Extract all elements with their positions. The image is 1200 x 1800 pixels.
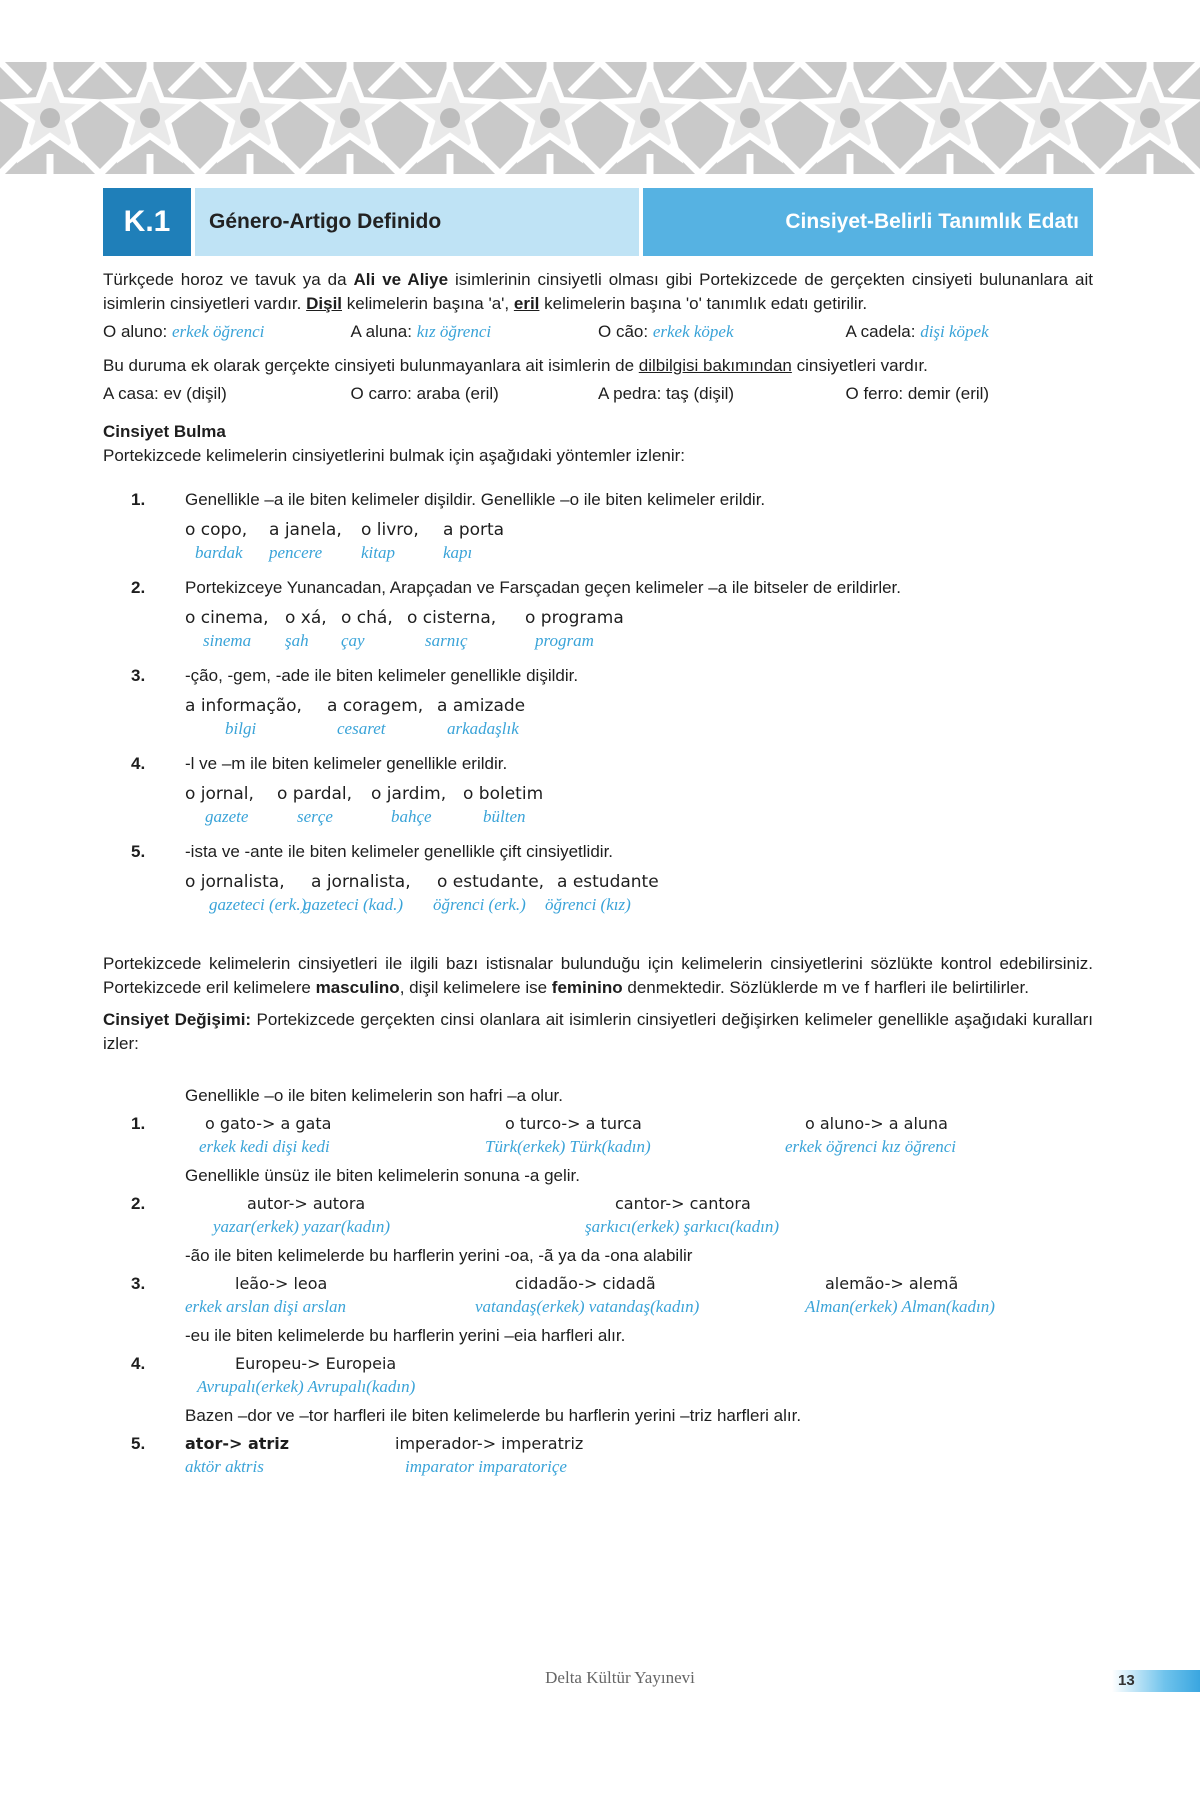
translation-list — [185, 542, 1093, 564]
rule-body — [185, 752, 1093, 828]
translation: şah — [285, 631, 309, 650]
pair-words: cantor-> cantora — [615, 1194, 751, 1213]
translation: çay — [341, 631, 365, 650]
pair-words: ator-> atriz — [185, 1434, 290, 1453]
pair — [185, 1192, 585, 1238]
lesson-header — [103, 188, 1093, 256]
pair-translation: erkek arslan dişi arslan — [185, 1297, 347, 1316]
pair-row — [185, 1272, 1093, 1318]
word: o cisterna, — [407, 608, 497, 628]
rule-item — [103, 1112, 1093, 1158]
example-item: O ferro: demir (eril) — [845, 384, 990, 403]
rule-number: 1. — [131, 1114, 146, 1133]
word: o copo, — [185, 520, 248, 540]
word: o pardal, — [277, 784, 353, 804]
pair-words: imperador-> imperatriz — [395, 1434, 584, 1453]
word-list — [185, 606, 1093, 630]
rule-item — [103, 752, 1093, 828]
pair-translation: Avrupalı(erkek) Avrupalı(kadın) — [197, 1377, 416, 1396]
pair-words: leão-> leoa — [235, 1274, 328, 1293]
translation: kapı — [443, 543, 473, 562]
pair — [785, 1112, 956, 1158]
example-item — [846, 320, 1094, 344]
rule-body — [185, 488, 1093, 564]
rule-number: 3. — [131, 666, 146, 685]
text: Bu duruma ek olarak gerçekte cinsiyeti bulunmayanlara ait isimlerin de — [103, 356, 639, 375]
title-turkish: Cinsiyet-Belirli Tanımlık Edatı — [643, 188, 1093, 256]
pair-translation: aktör aktris — [185, 1457, 264, 1476]
pair-words: cidadão-> cidadã — [515, 1274, 656, 1293]
rule-number: 5. — [131, 842, 146, 861]
word: a informação, — [185, 696, 302, 716]
rule-text: Bazen –dor ve –tor harfleri ile biten kelimelerde bu harflerin yerini –triz harfleri alır. — [185, 1406, 802, 1425]
word-list — [185, 870, 1093, 894]
pair-row — [185, 1192, 1093, 1238]
example-meaning: dişi köpek — [920, 322, 989, 341]
feminino-term: feminino — [551, 978, 623, 997]
pair-translation: Türk(erkek) Türk(kadın) — [485, 1137, 651, 1156]
example-word: A aluna: — [350, 322, 412, 341]
translation: sarnıç — [425, 631, 468, 650]
pair-translation: vatandaş(erkek) vatandaş(kadın) — [475, 1297, 700, 1316]
pair — [185, 1272, 475, 1318]
section-title-gender-finding: Cinsiyet Bulma — [103, 422, 226, 441]
rule-text: -ão ile biten kelimelerde bu harflerin yerini -oa, -ã ya da -ona alabilir — [185, 1246, 693, 1265]
translation: öğrenci (kız) — [545, 895, 631, 914]
rule-item — [103, 664, 1093, 740]
rule-body — [185, 840, 1093, 916]
rule-text: -ção, -gem, -ade ile biten kelimeler genellikle dişildir. — [185, 666, 579, 685]
text: kelimelerin başına 'o' tanımlık edatı getirilir. — [539, 294, 868, 313]
rule-text: Portekizceye Yunancadan, Arapçadan ve Farsçadan geçen kelimeler –a ile bitseler de erildirler. — [185, 578, 901, 597]
word: o programa — [525, 608, 624, 628]
pair — [185, 1352, 1093, 1398]
pair-words: alemão-> alemã — [825, 1274, 959, 1293]
rule-item — [103, 840, 1093, 916]
rule-body — [185, 1112, 1093, 1158]
rule-body — [185, 576, 1093, 652]
translation: gazete — [205, 807, 249, 826]
translation: serçe — [297, 807, 333, 826]
text: isimlerinin cinsiyetli olması gibi Portekizcede de gerçekten cinsiyeti bulunanlara ait isimlerin cinsiyetleri vardır. — [103, 270, 1093, 313]
word: o xá, — [285, 608, 327, 628]
rule-body — [185, 1352, 1093, 1398]
pair-translation: erkek öğrenci kız öğrenci — [785, 1137, 957, 1156]
pair-translation: yazar(erkek) yazar(kadın) — [213, 1217, 391, 1236]
rule-text: -l ve –m ile biten kelimeler genellikle erildir. — [185, 754, 508, 773]
publisher-name: Delta Kültür Yayınevi — [545, 1668, 695, 1687]
translation: pencere — [269, 543, 323, 562]
word: o cinema, — [185, 608, 269, 628]
translation: program — [535, 631, 594, 650]
rule-text: Genellikle –o ile biten kelimelerin son hafri –a olur. — [185, 1086, 563, 1105]
example-word: A cadela: — [845, 322, 916, 341]
example-meaning: erkek öğrenci — [172, 322, 265, 341]
rule-text: Genellikle ünsüz ile biten kelimelerin sonuna -a gelir. — [185, 1166, 580, 1185]
example-word: O aluno: — [103, 322, 168, 341]
translation: öğrenci (erk.) — [433, 895, 526, 914]
translation-list — [185, 806, 1093, 828]
rule-number: 4. — [131, 754, 146, 773]
rule-number: 4. — [131, 1354, 146, 1373]
pair — [475, 1112, 785, 1158]
word: a jornalista, — [311, 872, 411, 892]
text: denmektedir. Sözlüklerde m ve f harfleri ile belirtilirler. — [622, 978, 1029, 997]
masculino-term: masculino — [315, 978, 400, 997]
rule-text: Genellikle –a ile biten kelimeler dişildir. Genellikle –o ile biten kelimeler erildir. — [185, 490, 766, 509]
text: , dişil kelimelere ise — [399, 978, 552, 997]
rule-number: 3. — [131, 1274, 146, 1293]
rule-item — [103, 1432, 1093, 1478]
example-item — [351, 320, 599, 344]
pair-translation: erkek kedi dişi kedi — [199, 1137, 330, 1156]
translation-list — [185, 718, 1093, 740]
gender-change-paragraph — [103, 1008, 1093, 1056]
pair-translation: şarkıcı(erkek) şarkıcı(kadın) — [585, 1217, 779, 1236]
rule-item — [103, 1352, 1093, 1398]
intro-paragraph-2 — [103, 354, 1093, 378]
word: o boletim — [463, 784, 544, 804]
word: o jardim, — [371, 784, 447, 804]
rule-body — [185, 1272, 1093, 1318]
example-item — [598, 320, 846, 344]
translation: bülten — [483, 807, 526, 826]
rule-text: -ista ve -ante ile biten kelimeler genellikle çift cinsiyetlidir. — [185, 842, 614, 861]
example-meaning: kız öğrenci — [416, 322, 492, 341]
pair-translation: imparator imparatoriçe — [405, 1457, 567, 1476]
exceptions-paragraph — [103, 952, 1093, 1000]
translation: gazeteci (kad.) — [303, 895, 404, 914]
example-item: A pedra: taş (dişil) — [598, 384, 735, 403]
translation: kitap — [361, 543, 395, 562]
word: a amizade — [437, 696, 526, 716]
translation: bardak — [195, 543, 243, 562]
pair-words: o gato-> a gata — [205, 1114, 332, 1133]
section-intro: Portekizcede kelimelerin cinsiyetlerini bulmak için aşağıdaki yöntemler izlenir: — [103, 446, 686, 465]
page-number: 13 — [1118, 1672, 1135, 1689]
feminine-term: Dişil — [306, 294, 343, 313]
intro-examples-2 — [103, 382, 1093, 406]
lesson-code: K.1 — [103, 188, 191, 256]
names-bold: Ali ve Aliye — [353, 270, 449, 289]
text: kelimelerin başına 'a', — [342, 294, 514, 313]
word: a coragem, — [327, 696, 424, 716]
text: Portekizcede gerçekten cinsi olanlara ait isimlerin cinsiyetleri değişirken kelimeler genellikle aşağıdaki kuralları izler: — [103, 1010, 1094, 1053]
word-list — [185, 694, 1093, 718]
gender-change-title: Cinsiyet Değişimi: — [103, 1010, 252, 1029]
rule-body — [185, 664, 1093, 740]
decorative-pattern-band — [0, 62, 1200, 174]
rule-number: 1. — [131, 490, 146, 509]
pair-words: Europeu-> Europeia — [235, 1354, 397, 1373]
text: Portekizcede kelimelerin cinsiyetleri ile ilgili bazı istisnalar bulunduğu için kelimelerin cinsiyetlerini sözlükte kontrol edebilirsiniz. Portekizcede eril kelimelere — [103, 954, 1093, 997]
pair-words: o turco-> a turca — [505, 1114, 642, 1133]
rule-number: 2. — [131, 1194, 146, 1213]
rule-item — [103, 576, 1093, 652]
example-item: O carro: araba (eril) — [350, 384, 499, 403]
pair-words: autor-> autora — [247, 1194, 366, 1213]
pair — [805, 1272, 995, 1318]
rule-item — [103, 1192, 1093, 1238]
page-content — [103, 264, 1093, 1478]
word: a porta — [443, 520, 505, 540]
rule-item — [103, 1272, 1093, 1318]
word-list — [185, 518, 1093, 542]
word: a estudante — [557, 872, 659, 892]
translation: bahçe — [391, 807, 432, 826]
example-item — [103, 320, 351, 344]
word: o jornalista, — [185, 872, 285, 892]
rule-body — [185, 1432, 1093, 1478]
word: o estudante, — [437, 872, 545, 892]
word: o livro, — [361, 520, 419, 540]
pair — [185, 1432, 395, 1478]
rule-number: 5. — [131, 1434, 146, 1453]
translation: gazeteci (erk.) — [209, 895, 307, 914]
title-portuguese: Género-Artigo Definido — [195, 188, 639, 256]
page-footer — [0, 1668, 1200, 1694]
translation-list — [185, 630, 1093, 652]
example-meaning: erkek köpek — [652, 322, 734, 341]
intro-paragraph-1 — [103, 268, 1093, 316]
word: o chá, — [341, 608, 393, 628]
example-word: O cão: — [598, 322, 649, 341]
rule-number: 2. — [131, 578, 146, 597]
pair — [585, 1192, 779, 1238]
translation: bilgi — [225, 719, 257, 738]
pair — [475, 1272, 805, 1318]
intro-examples — [103, 320, 1093, 344]
pair-row — [185, 1112, 1093, 1158]
pair — [185, 1112, 475, 1158]
translation: cesaret — [337, 719, 386, 738]
text: cinsiyetleri vardır. — [791, 356, 928, 375]
translation-list — [185, 894, 1093, 916]
masculine-term: eril — [513, 294, 540, 313]
pair-row — [185, 1432, 1093, 1478]
word: o jornal, — [185, 784, 254, 804]
translation: arkadaşlık — [447, 719, 519, 738]
pair-words: o aluno-> a aluna — [805, 1114, 948, 1133]
rule-body — [185, 1192, 1093, 1238]
word: a janela, — [269, 520, 342, 540]
translation: sinema — [203, 631, 252, 650]
pair-translation: Alman(erkek) Alman(kadın) — [805, 1297, 995, 1316]
rule-item — [103, 488, 1093, 564]
example-item: A casa: ev (dişil) — [103, 384, 227, 403]
text: Türkçede horoz ve tavuk ya da — [103, 270, 354, 289]
rule-text: -eu ile biten kelimelerde bu harflerin yerini –eia harfleri alır. — [185, 1326, 626, 1345]
word-list — [185, 782, 1093, 806]
pair — [395, 1432, 583, 1478]
grammar-term: dilbilgisi bakımından — [638, 356, 792, 375]
